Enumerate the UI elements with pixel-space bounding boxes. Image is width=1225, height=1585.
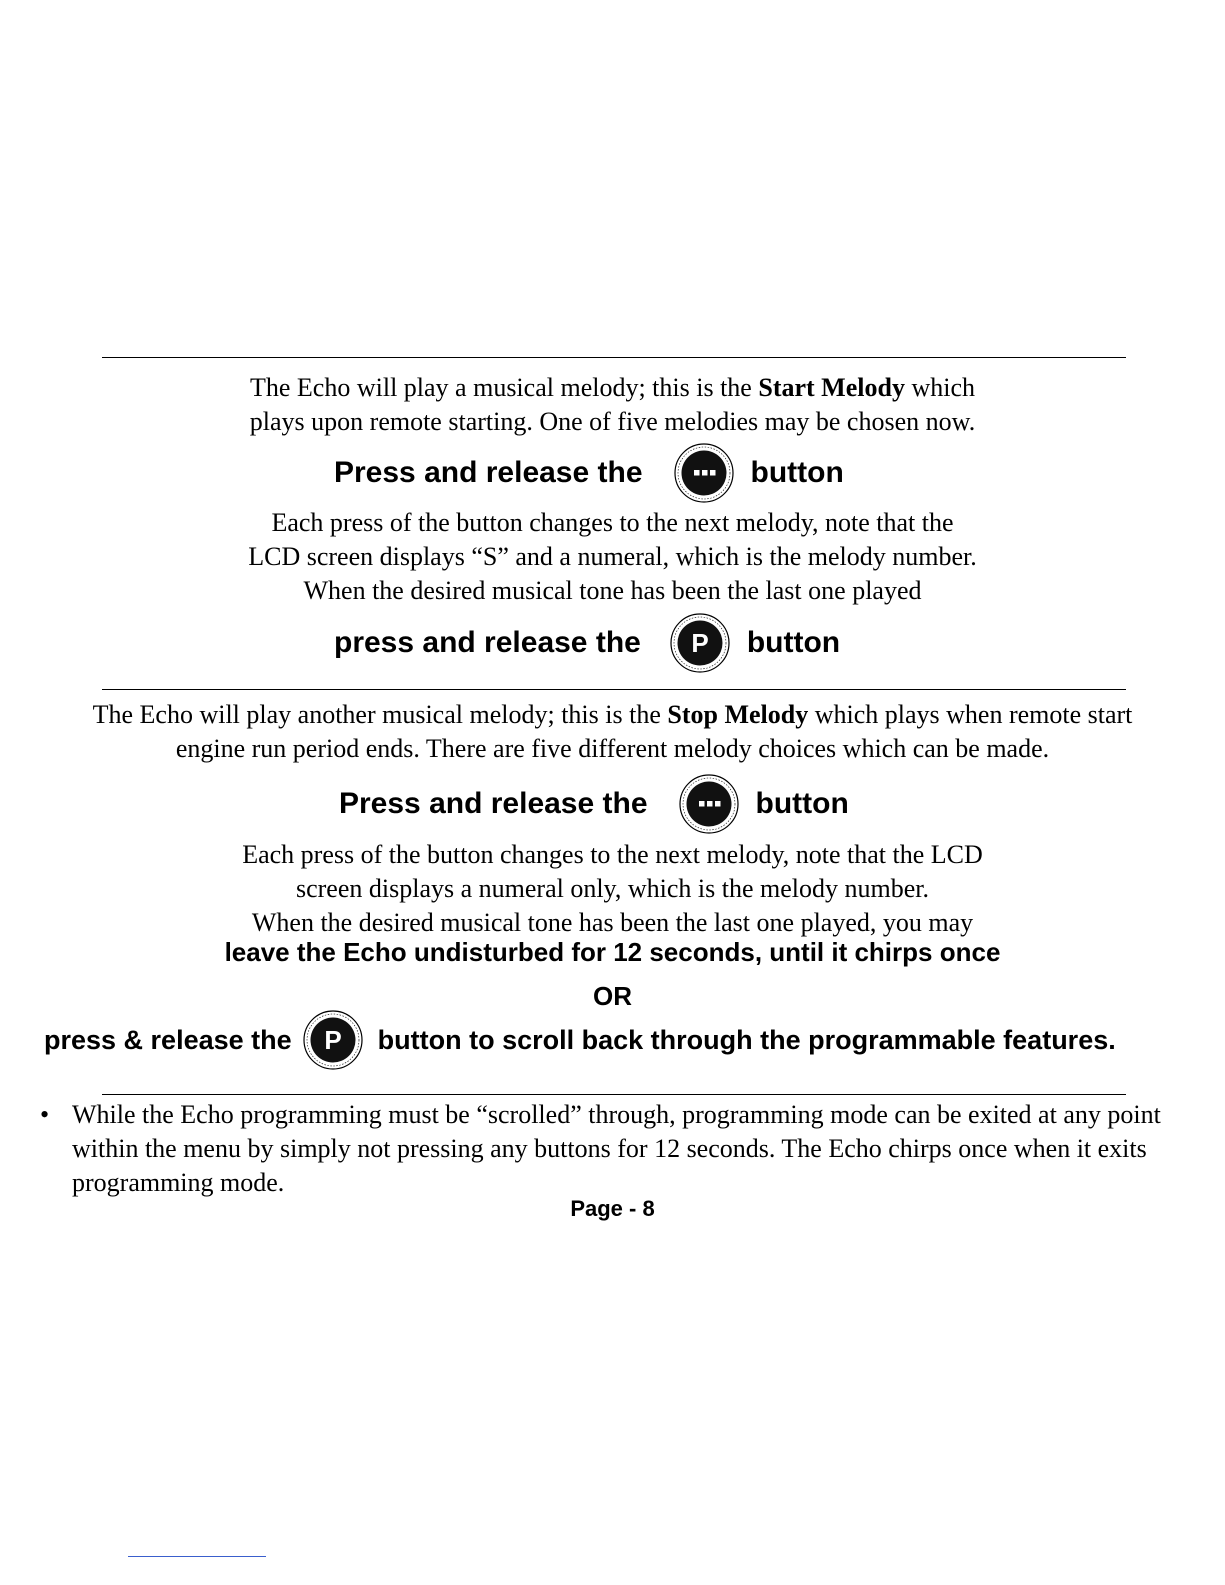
footer-mark	[128, 1556, 266, 1557]
bullet-marker: •	[40, 1100, 50, 1129]
scroll-dots-button-icon	[673, 442, 735, 504]
press-p-instruction-1	[334, 613, 840, 673]
svg-text:P: P	[323, 1025, 342, 1055]
or-text: OR	[593, 981, 632, 1011]
svg-text:P: P	[691, 628, 709, 658]
exit-programming-note-text: While the Echo programming must be “scrolled” through, programming mode can be exited at any point within the menu by simply not pressing any buttons for 12 seconds. The Echo chirps once when it exits programming mode.	[72, 1100, 1161, 1197]
press-p-scroll-back-instruction	[44, 1010, 1116, 1070]
start-melody-intro-line1	[0, 371, 1225, 405]
p-button-icon	[669, 612, 731, 674]
start-melody-term: Start Melody	[758, 373, 905, 402]
start-melody-intro-line2: plays upon remote starting. One of five melodies may be chosen now.	[249, 407, 976, 436]
intro-text-pre: The Echo will play another musical melody; this is the	[92, 700, 668, 729]
press-instruction-text: Press and release the	[339, 787, 648, 820]
stop-melody-term: Stop Melody	[667, 700, 809, 729]
scroll-back-text: button to scroll back through the programmable features.	[377, 1024, 1116, 1055]
press-instruction-text: Press and release the	[334, 456, 643, 489]
scroll-dots-button-icon	[678, 773, 740, 835]
intro-text-post: which plays when remote start	[808, 700, 1133, 729]
press-scroll-instruction-1	[334, 443, 844, 503]
button-word: button	[755, 787, 849, 820]
page-number: Page - 8	[570, 1196, 655, 1221]
start-melody-intro	[0, 371, 1225, 439]
wait-instruction	[0, 934, 1225, 970]
press-instruction-text: press & release the	[44, 1024, 292, 1055]
middle-divider	[102, 689, 1126, 690]
stop-melody-detail-line1: Each press of the button changes to the next melody, note that the LCD	[242, 840, 983, 869]
wait-instruction-text: leave the Echo undisturbed for 12 seconds, until it chirps once	[224, 937, 1001, 967]
intro-text-post: which	[904, 373, 975, 402]
p-button-icon	[302, 1009, 364, 1071]
stop-melody-details	[0, 838, 1225, 940]
intro-text-pre: The Echo will play a musical melody; this is the	[250, 373, 759, 402]
start-melody-details	[0, 506, 1225, 608]
start-melody-detail-line1: Each press of the button changes to the next melody, note that the	[271, 508, 954, 537]
stop-melody-detail-line2: screen displays a numeral only, which is the melody number.	[295, 874, 929, 903]
stop-melody-intro	[0, 698, 1225, 766]
button-word: button	[746, 626, 841, 659]
button-word: button	[750, 456, 844, 489]
exit-programming-note	[40, 1098, 1210, 1200]
top-divider	[102, 357, 1126, 358]
press-scroll-instruction-2	[339, 774, 849, 834]
press-instruction-text: press and release the	[334, 626, 641, 659]
stop-melody-detail-line3: When the desired musical tone has been the last one played, you may	[251, 908, 974, 937]
or-separator	[0, 978, 1225, 1014]
start-melody-detail-line3: When the desired musical tone has been the last one played	[303, 576, 922, 605]
stop-melody-intro-line1	[0, 698, 1225, 732]
stop-melody-intro-line2: engine run period ends. There are five different melody choices which can be made.	[175, 734, 1050, 763]
bottom-divider	[102, 1094, 1126, 1095]
start-melody-detail-line2: LCD screen displays “S” and a numeral, which is the melody number.	[248, 542, 977, 571]
